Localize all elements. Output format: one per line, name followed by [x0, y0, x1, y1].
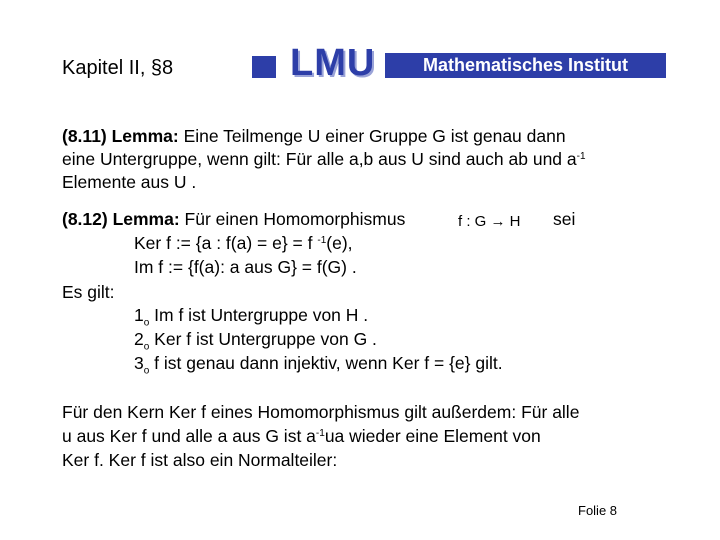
lemma-811-line3: Elemente aus U .	[62, 172, 197, 192]
lemma-811-line2	[62, 148, 586, 170]
es-gilt-label: Es gilt:	[62, 282, 115, 302]
lemma-812-label: (8.12) Lemma:	[62, 209, 180, 229]
lemma-812-line1	[62, 208, 405, 230]
item-ordinal: o	[143, 365, 150, 377]
kern-text2-end: ua wieder eine Element von	[324, 426, 541, 446]
kernel-text: Ker f := {a : f(a) = e} = f	[134, 233, 318, 253]
logo-square	[252, 56, 276, 78]
slide-number: Folie 8	[578, 503, 618, 518]
kern-exponent: -1	[315, 428, 325, 439]
list-item	[134, 352, 503, 377]
image-definition: Im f := {f(a): a aus G} = f(G) .	[134, 257, 357, 277]
institute-banner	[385, 53, 666, 78]
item-ordinal: o	[143, 341, 150, 353]
lemma-812-intro: Für einen Homomorphismus	[179, 209, 406, 229]
item-number: 1	[134, 305, 144, 325]
kern-line3: Ker f. Ker f ist also ein Normalteiler:	[62, 450, 338, 470]
item-text: Ker f ist Untergruppe von G .	[149, 329, 377, 349]
institute-name: Mathematisches Institut	[422, 55, 629, 75]
item-number: 3	[134, 353, 144, 373]
kern-text2: u aus Ker f und alle a aus G ist a	[62, 426, 316, 446]
kernel-text-end: (e),	[326, 233, 353, 253]
item-text: Im f ist Untergruppe von H .	[149, 305, 369, 325]
lemma-811-text1: Eine Teilmenge U einer Gruppe G ist genau dann	[178, 126, 566, 146]
kernel-exponent: -1	[317, 235, 327, 246]
chapter-title: Kapitel II, §8	[62, 57, 174, 79]
list-item	[134, 304, 369, 329]
homomorphism-formula: f : G → H	[458, 213, 521, 230]
list-item	[134, 328, 377, 353]
lmu-logo: LMU	[290, 42, 376, 84]
lemma-811-exponent: -1	[576, 151, 586, 162]
item-ordinal: o	[143, 317, 150, 329]
lemma-811-text2: eine Untergruppe, wenn gilt: Für alle a,b aus U sind auch ab und a	[62, 149, 577, 169]
item-text: f ist genau dann injektiv, wenn Ker f = {e} gilt.	[149, 353, 503, 373]
lemma-812-sei: sei	[553, 209, 576, 229]
lemma-811-label: (8.11) Lemma:	[62, 126, 179, 146]
item-number: 2	[134, 329, 144, 349]
lemma-811-line1	[62, 125, 566, 147]
kern-line2	[62, 425, 541, 447]
kernel-definition	[134, 232, 353, 254]
kern-line1: Für den Kern Ker f eines Homomorphismus gilt außerdem: Für alle	[62, 402, 580, 422]
